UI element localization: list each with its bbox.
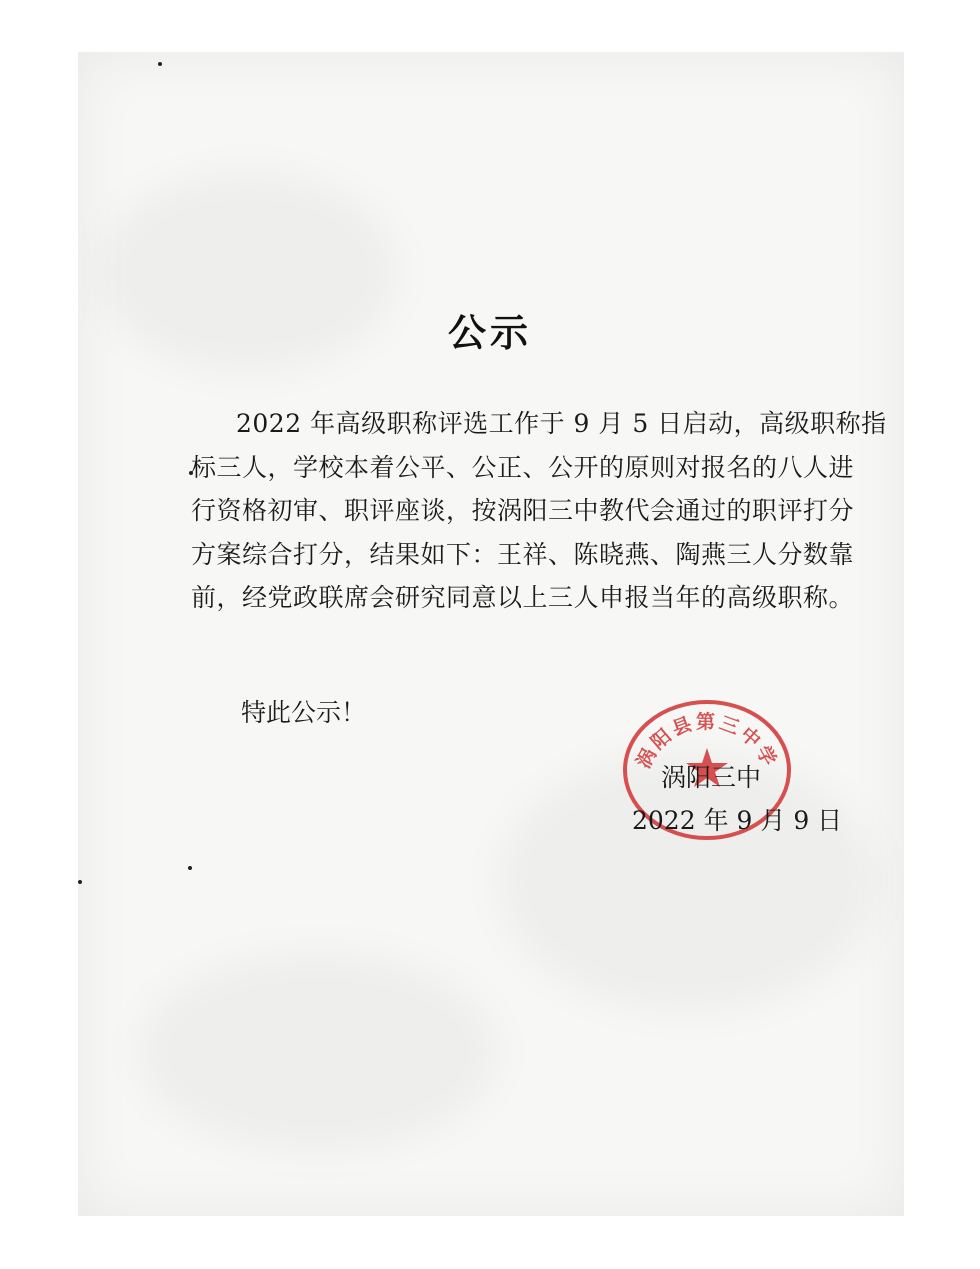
paragraph-line: 标三人，学校本着公平、公正、公开的原则对报名的八人进 [191, 452, 855, 482]
paragraph-line: 2022 年高级职称评选工作于 9 月 5 日启动，高级职称指 [236, 409, 887, 438]
signature-organization: 涡阳三中 [661, 763, 762, 792]
paper-smudge [138, 952, 498, 1152]
paragraph-line: 行资格初审、职评座谈，按涡阳三中教代会通过的职评打分 [191, 496, 855, 525]
paragraph-line: 前，经党政联席会研究同意以上三人申报当年的高级职称。 [191, 583, 855, 612]
signature-date: 2022 年 9 月 9 日 [632, 806, 843, 835]
seal-text: 涡阳县第三中学 [632, 711, 782, 773]
notice-paragraph [191, 402, 887, 620]
document-title: 公示 [447, 311, 532, 355]
speck-mark [158, 62, 162, 66]
paragraph-line: 方案综合打分，结果如下：王祥、陈晓燕、陶燕三人分数靠 [191, 539, 855, 569]
speck-mark [188, 866, 192, 870]
document-paper [78, 52, 904, 1216]
closing-statement: 特此公示！ [241, 698, 367, 727]
speck-mark [78, 880, 82, 884]
